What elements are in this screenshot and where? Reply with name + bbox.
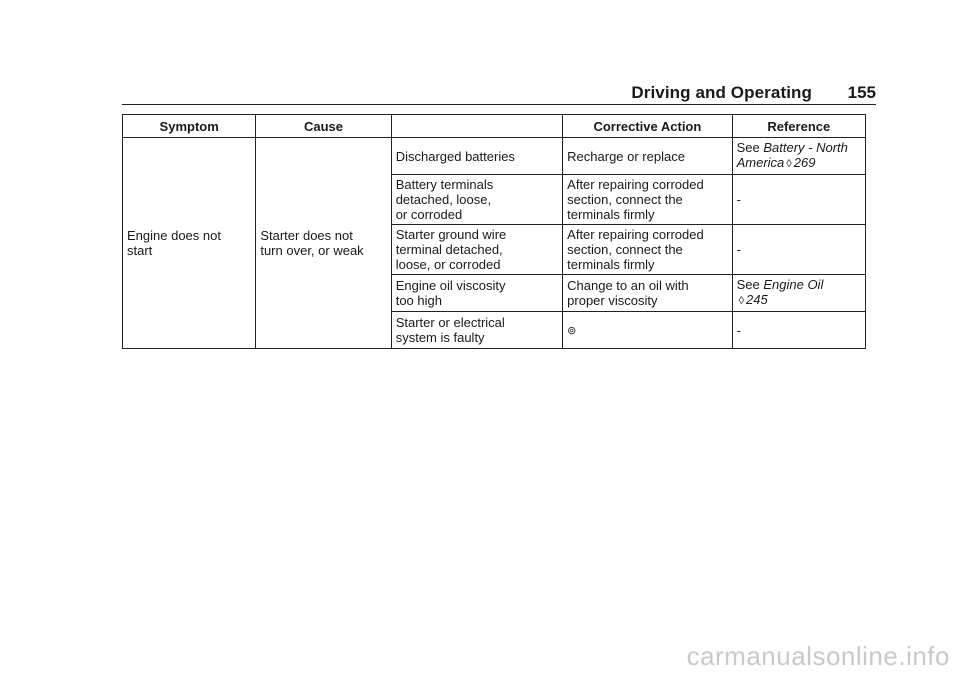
reference-cell — [732, 275, 865, 312]
reference-prefix: See — [736, 140, 764, 155]
action-cell — [563, 312, 732, 349]
reference-link[interactable]: Engine Oil — [763, 277, 824, 292]
problem-cell: Engine oil viscosity too high — [391, 275, 562, 312]
header-cause: Cause — [256, 115, 391, 138]
action-cell: After repairing corroded section, connect the terminals firmly — [563, 225, 732, 275]
problem-cell: Discharged batteries — [391, 138, 562, 175]
table-row — [123, 138, 866, 175]
section-title: Driving and Operating — [631, 83, 812, 102]
reference-prefix: See — [736, 277, 764, 292]
header-symptom: Symptom — [123, 115, 256, 138]
reference-link[interactable]: Battery - North America — [736, 140, 848, 170]
action-cell: After repairing corroded section, connect the terminals firmly — [563, 175, 732, 225]
page-number: 155 — [847, 83, 876, 102]
watermark: carmanualsonline.info — [686, 641, 950, 671]
reference-cell: - — [732, 225, 865, 275]
reference-page[interactable]: 245 — [746, 292, 768, 307]
table-header-row — [123, 115, 866, 138]
header-action: Corrective Action — [563, 115, 732, 138]
problem-cell: Starter or electrical system is faulty — [391, 312, 562, 349]
action-cell: Recharge or replace — [563, 138, 732, 175]
reference-cell — [732, 138, 865, 175]
reference-cell: - — [732, 175, 865, 225]
header-blank — [391, 115, 562, 138]
page-header — [122, 78, 876, 105]
problem-cell: Starter ground wire terminal detached, loose, or corroded — [391, 225, 562, 275]
action-cell: Change to an oil with proper viscosity — [563, 275, 732, 312]
header-reference: Reference — [732, 115, 865, 138]
page-reference-icon: ◊ — [786, 158, 792, 170]
reference-cell: - — [732, 312, 865, 349]
cause-cell: Starter does not turn over, or weak — [256, 138, 391, 349]
page-reference-icon: ◊ — [738, 295, 745, 307]
problem-cell: Battery terminals detached, loose, or corroded — [391, 175, 562, 225]
troubleshooting-table — [122, 114, 866, 349]
dealer-service-icon: ⊚ — [567, 324, 577, 337]
symptom-cell: Engine does not start — [123, 138, 256, 349]
reference-page[interactable]: 269 — [793, 155, 816, 170]
